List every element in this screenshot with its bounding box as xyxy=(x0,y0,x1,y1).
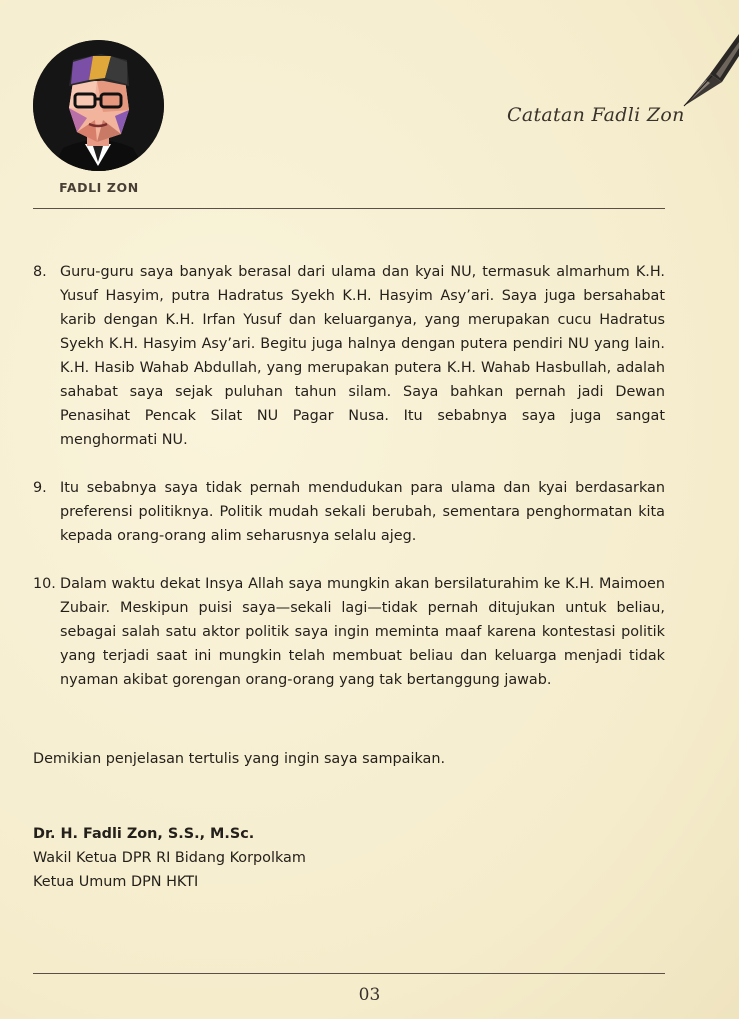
brand-name: FADLI ZON xyxy=(59,180,139,195)
list-item-text: Itu sebabnya saya tidak pernah mendudukan para ulama dan kyai berdasarkan preferensi politiknya. Politik mudah sekali berubah, sementara penghormatan kita kepada orang-orang alim seharusnya selalu ajeg. xyxy=(60,480,665,544)
list-item-text: Dalam waktu dekat Insya Allah saya mungkin akan bersilaturahim ke K.H. Maimoen Zubair. Meskipun puisi saya—sekali lagi—tidak pernah ditujukan untuk beliau, sebagai salah satu aktor politik saya ingin meminta maaf karena kontestasi politik yang terjadi saat ini mungkin telah membuat beliau dan keluarga menjadi tidak nyaman akibat gorengan orang-orang yang tak bertanggung jawab. xyxy=(60,576,665,688)
signatory-title: Wakil Ketua DPR RI Bidang Korpolkam xyxy=(33,850,306,866)
list-item xyxy=(33,476,665,548)
series-title: Catatan Fadli Zon xyxy=(507,104,685,126)
signatory-title: Ketua Umum DPN HKTI xyxy=(33,874,199,890)
list-item xyxy=(33,260,665,452)
signatory-name: Dr. H. Fadli Zon, S.S., M.Sc. xyxy=(33,826,255,842)
list-item-number: 10. xyxy=(33,576,56,592)
footer-divider xyxy=(33,973,665,974)
page-number: 03 xyxy=(358,985,381,1005)
portrait-avatar-icon xyxy=(33,40,164,171)
list-item-text: Guru-guru saya banyak berasal dari ulama dan kyai NU, termasuk almarhum K.H. Yusuf Hasyim, putra Hadratus Syekh K.H. Hasyim Asy’ari. Saya juga bersahabat karib dengan K.H. Irfan Yusuf dan keluarganya, yang merupakan cucu Hadratus Syekh K.H. Hasyim Asy’ari. Begitu juga halnya dengan putera pendiri NU yang lain. K.H. Hasib Wahab Abdullah, yang merupakan putera K.H. Wahab Hasbullah, adalah sahabat saya sejak puluhan tahun silam. Saya bahkan pernah jadi Dewan Penasihat Pencak Silat NU Pagar Nusa. Itu sebabnya saya juga sangat menghormati NU. xyxy=(60,264,665,448)
numbered-list xyxy=(33,260,665,716)
list-item-number: 8. xyxy=(33,264,47,280)
list-item xyxy=(33,572,665,692)
fountain-pen-icon xyxy=(676,30,739,110)
header-divider xyxy=(33,208,665,209)
list-item-number: 9. xyxy=(33,480,47,496)
closing-statement: Demikian penjelasan tertulis yang ingin saya sampaikan. xyxy=(33,751,446,767)
signature-block xyxy=(33,822,306,894)
portrait-illustration xyxy=(33,40,164,171)
